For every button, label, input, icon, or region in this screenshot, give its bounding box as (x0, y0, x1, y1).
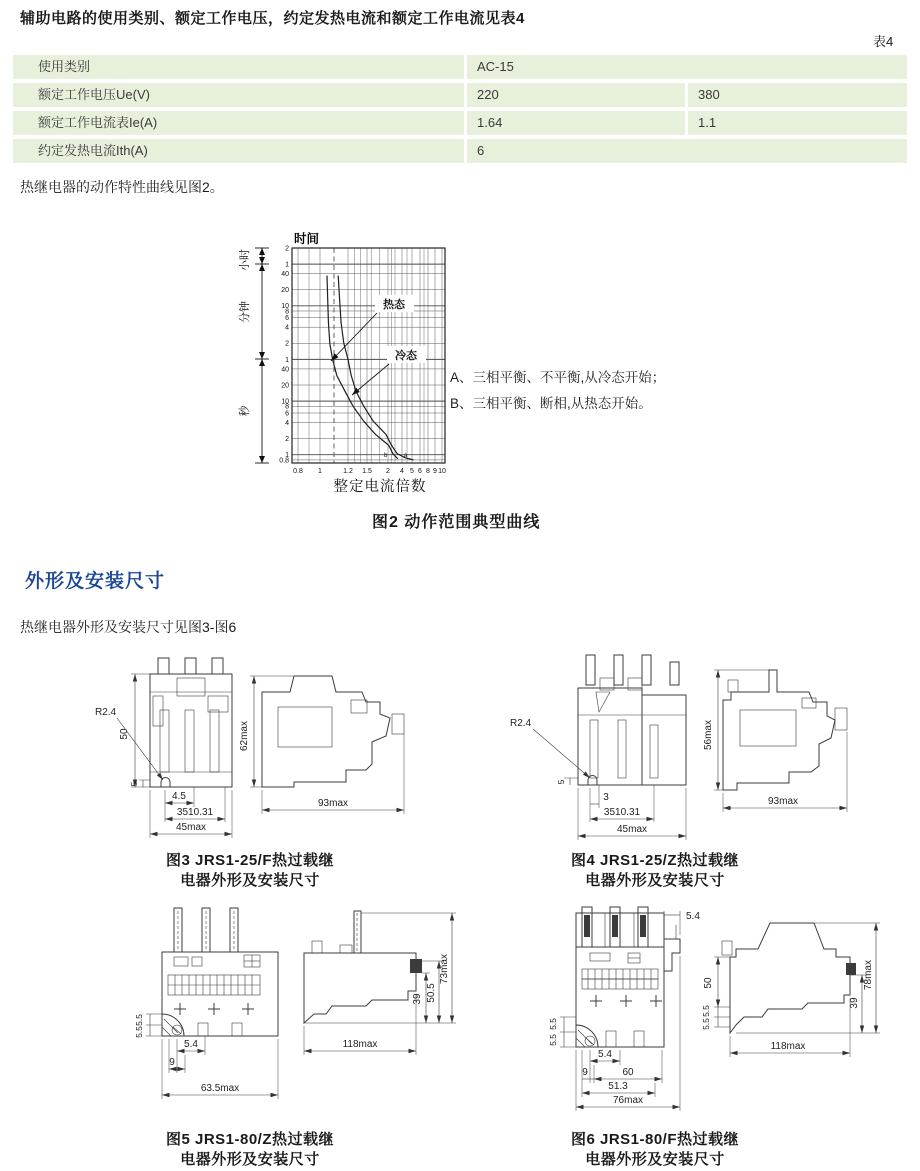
svg-text:4: 4 (285, 324, 289, 332)
svg-text:40: 40 (281, 366, 289, 374)
dim-label: 118max (770, 1041, 806, 1052)
dim-label: 76max (612, 1095, 644, 1106)
fig6-caption: 图6 JRS1-80/F热过载继 电器外形及安装尺寸 (570, 1131, 740, 1168)
dims-paragraph: 热继电器外形及安装尺寸见图3-图6 (20, 619, 237, 635)
row-value: 380 (688, 83, 907, 107)
dim-label: 39 (849, 997, 860, 1009)
dim-label: 45max (616, 824, 648, 835)
dim-label: 56max (703, 719, 714, 751)
row-value: 6 (467, 139, 907, 163)
svg-text:20: 20 (281, 382, 289, 390)
note-b: B、三相平衡、断相,从热态开始。 (450, 396, 652, 411)
dim-label: 39 (412, 993, 423, 1005)
hot-state-label: 热态 (383, 299, 405, 311)
cold-state-label: 冷态 (395, 350, 417, 362)
row-value: 1.64 (467, 111, 685, 135)
svg-text:0.8: 0.8 (293, 468, 303, 475)
fig4-side-view (723, 670, 847, 790)
svg-text:8: 8 (285, 308, 289, 316)
row-label: 约定发热电流Ith(A) (13, 139, 464, 163)
dim-label: 5.4 (184, 1039, 198, 1050)
fig6-dimensions (548, 911, 880, 1111)
svg-text:10: 10 (281, 303, 289, 311)
svg-text:8: 8 (285, 403, 289, 411)
dim-label: 5.5 (134, 1026, 144, 1038)
svg-text:5: 5 (410, 468, 414, 475)
dim-label: 63.5max (200, 1083, 240, 1094)
fig5-front-view (162, 908, 278, 1036)
dim-label: 93max (317, 798, 349, 809)
table-row (13, 139, 907, 163)
svg-text:20: 20 (281, 287, 289, 295)
y-unit-minutes: 分钟 (239, 301, 251, 323)
y-unit-hours: 小时 (239, 249, 251, 271)
fig5-caption: 图5 JRS1-80/Z热过载继 电器外形及安装尺寸 (165, 1131, 335, 1168)
fig3-drawing (65, 652, 425, 852)
svg-text:6: 6 (285, 410, 289, 418)
note-a: A、三相平衡、不平衡,从冷态开始； (450, 370, 666, 385)
svg-text:4: 4 (400, 468, 404, 475)
fig3-caption: 图3 JRS1-25/F热过载继 电器外形及安装尺寸 (165, 852, 335, 889)
chart-overlay (238, 231, 445, 495)
curve-end-a: a (404, 453, 408, 459)
dim-label: 5.5 (134, 1014, 144, 1026)
figure2-operating-curve-chart (238, 218, 453, 510)
dim-label: 45max (175, 822, 207, 833)
svg-text:10: 10 (281, 398, 289, 406)
dim-label: 5 (129, 781, 139, 787)
dim-label: R2.4 (510, 718, 532, 729)
dim-label: 118max (342, 1039, 378, 1050)
dim-label: 5.4 (598, 1049, 612, 1060)
dim-label: 3510.31 (603, 807, 641, 818)
fig4-front-view (578, 655, 686, 785)
dim-label: 5.5 (701, 1005, 711, 1017)
curve-end-b: b (384, 453, 388, 459)
dim-label: 51.3 (608, 1081, 628, 1092)
row-value: 1.1 (688, 111, 907, 135)
dim-label: 3 (603, 792, 609, 803)
svg-text:8: 8 (426, 468, 430, 475)
svg-text:6: 6 (285, 315, 289, 323)
svg-text:2: 2 (386, 468, 390, 475)
dim-label: 60 (622, 1067, 634, 1078)
svg-text:9: 9 (433, 468, 437, 475)
dim-label: 73max (439, 953, 450, 985)
svg-text:1.5: 1.5 (362, 468, 372, 475)
dim-label: 62max (239, 720, 250, 752)
intro-text: 辅助电路的使用类别、额定工作电压，约定发热电流和额定工作电流见表4 (20, 10, 525, 27)
svg-text:2: 2 (285, 436, 289, 443)
spec-table (13, 55, 907, 167)
svg-text:1: 1 (318, 468, 322, 475)
dim-label: 5.5 (701, 1018, 711, 1030)
figure2-caption: 图2 动作范围典型曲线 (372, 514, 541, 531)
fig6-front-view (576, 907, 680, 1047)
svg-text:2: 2 (285, 340, 289, 348)
svg-text:40: 40 (281, 271, 289, 278)
svg-text:6: 6 (418, 468, 422, 475)
fig3-side-view (262, 676, 404, 787)
dim-label: 3510.31 (176, 807, 214, 818)
fig3-dimensions (95, 674, 404, 838)
dim-label: 50 (119, 728, 130, 740)
row-label: 额定工作电流表Ie(A) (13, 111, 464, 135)
y-axis-title: 时间 (294, 232, 320, 246)
svg-text:1: 1 (285, 356, 289, 364)
curve-paragraph: 热继电器的动作特性曲线见图2。 (20, 179, 224, 195)
fig6-drawing (478, 903, 888, 1118)
svg-text:1.2: 1.2 (343, 468, 353, 475)
table-row (13, 55, 907, 79)
table-row (13, 83, 907, 107)
fig5-drawing (58, 903, 458, 1118)
fig6-side-view (722, 923, 856, 1033)
svg-text:2: 2 (285, 245, 289, 253)
fig4-caption: 图4 JRS1-25/Z热过载继 电器外形及安装尺寸 (570, 852, 740, 889)
section-heading: 外形及安装尺寸 (25, 571, 166, 592)
dim-label: 5 (556, 779, 566, 785)
row-label: 额定工作电压Ue(V) (13, 83, 464, 107)
dim-label: 5.5 (548, 1034, 558, 1046)
svg-text:10: 10 (438, 468, 446, 475)
y-unit-seconds: 秒 (239, 405, 251, 417)
svg-text:0.8: 0.8 (279, 457, 289, 465)
svg-text:4: 4 (285, 419, 289, 427)
row-value: AC-15 (467, 55, 907, 79)
table-row (13, 111, 907, 135)
dim-label: 50.5 (426, 983, 437, 1003)
dim-label: 78max (863, 959, 874, 991)
svg-text:1: 1 (285, 452, 289, 460)
svg-text:1: 1 (285, 261, 289, 269)
dim-label: 5.4 (686, 911, 700, 922)
dim-label: 5.5 (548, 1018, 558, 1030)
dim-label: 50 (703, 977, 714, 989)
fig3-front-view (150, 658, 232, 787)
fig5-side-view (304, 911, 422, 1023)
dim-label: 4.5 (172, 791, 186, 802)
dim-label: 93max (767, 796, 799, 807)
x-axis-title: 整定电流倍数 (333, 479, 427, 495)
table4-label: 表4 (873, 34, 894, 49)
row-value: 220 (467, 83, 685, 107)
row-label: 使用类别 (13, 55, 464, 79)
curve-notes (450, 366, 665, 418)
dim-label: 9 (582, 1067, 588, 1078)
dim-label: R2.4 (95, 707, 117, 718)
dim-label: 9 (169, 1057, 175, 1068)
fig4-drawing (478, 650, 858, 850)
